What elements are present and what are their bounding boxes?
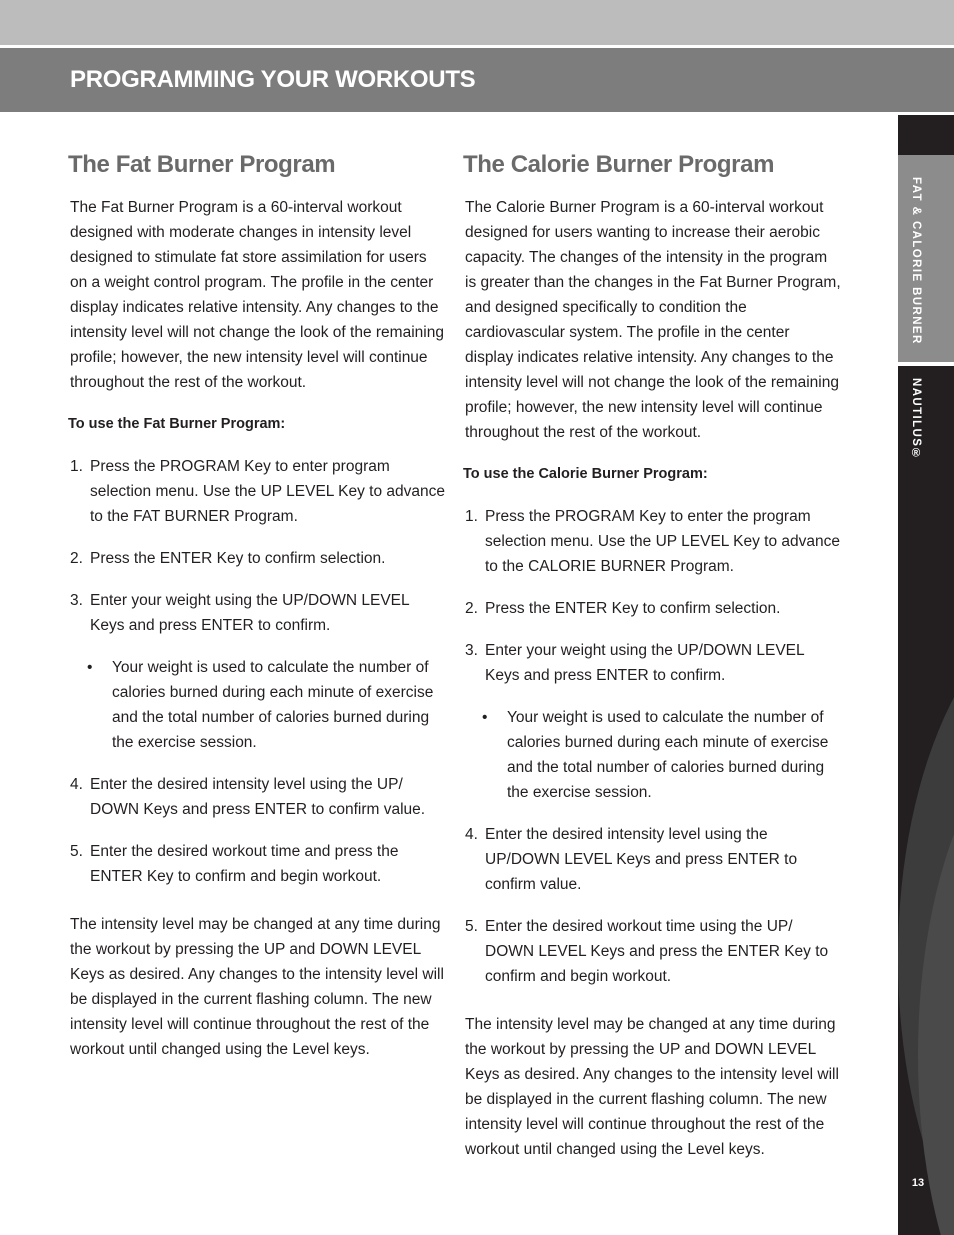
chapter-sidebar <box>898 115 954 1235</box>
sidebar-tab-brand <box>898 366 954 676</box>
calorie-burner-intro: The Calorie Burner Program is a 60-interval workout designed for users wanting to increase their aerobic capacity. The changes of the intensity in the program is greater than the changes in the Fat Burner Program, and designed specifically to condition the cardiovascular system. The profile in the center display indicates relative intensity. Any changes to the intensity level will not change the look of the remaining profile; however, the new intensity level will continue throughout the rest of the workout. <box>465 199 841 441</box>
sidebar-brand-label: NAUTILUS® <box>910 378 922 461</box>
step-item <box>68 839 446 889</box>
fat-burner-heading: The Fat Burner Program <box>68 151 336 178</box>
step-number: 2. <box>465 600 478 617</box>
step-number: 1. <box>465 508 478 525</box>
calorie-burner-heading: The Calorie Burner Program <box>463 151 775 178</box>
bullet-text: Your weight is used to calculate the number of calories burned during each minute of exercise and the total number of calories burned during the exercise session. <box>112 659 434 751</box>
step-number: 3. <box>465 642 478 659</box>
step-text: Press the PROGRAM Key to enter the program selection menu. Use the UP LEVEL Key to advance to the CALORIE BURNER Program. <box>485 508 840 575</box>
step-item <box>463 822 841 897</box>
step-text: Enter the desired workout time using the UP/ DOWN LEVEL Keys and press the ENTER Key to confirm and begin workout. <box>485 918 829 985</box>
step-item <box>463 638 841 688</box>
bullet-item <box>68 655 446 755</box>
page-number: 13 <box>911 1177 925 1189</box>
bullet-item <box>463 705 841 805</box>
step-item <box>463 914 841 989</box>
step-number: 5. <box>70 843 83 860</box>
bullet-text: Your weight is used to calculate the number of calories burned during each minute of exercise and the total number of calories burned during the exercise session. <box>507 709 829 801</box>
calorie-burner-closing: The intensity level may be changed at any time during the workout by pressing the UP and DOWN LEVEL Keys as desired. Any changes to the intensity level will be displayed in the current flashing column. The new intensity level will continue throughout the rest of the workout until changed using the Level keys. <box>465 1016 839 1158</box>
step-text: Enter your weight using the UP/DOWN LEVEL Keys and press ENTER to confirm. <box>485 642 805 684</box>
step-item <box>463 596 841 621</box>
sidebar-tab-label: FAT & CALORIE BURNER <box>910 177 922 345</box>
step-text: Enter the desired workout time and press the ENTER Key to confirm and begin workout. <box>90 843 399 885</box>
fat-burner-closing: The intensity level may be changed at any time during the workout by pressing the UP and DOWN LEVEL Keys as desired. Any changes to the intensity level will be displayed in the current flashing column. The new intensity level will continue throughout the rest of the workout until changed using the Level keys. <box>70 916 444 1058</box>
bullet-mark: • <box>87 659 93 676</box>
step-item <box>68 772 446 822</box>
step-item <box>68 588 446 638</box>
step-text: Enter the desired intensity level using the UP/ DOWN Keys and press ENTER to confirm value. <box>90 776 426 818</box>
step-item <box>68 454 446 529</box>
fat-burner-subhead: To use the Fat Burner Program: <box>68 416 286 432</box>
bullet-mark: • <box>482 709 488 726</box>
calorie-burner-subhead: To use the Calorie Burner Program: <box>463 466 708 482</box>
section-title: PROGRAMMING YOUR WORKOUTS <box>70 66 476 93</box>
step-number: 2. <box>70 550 83 567</box>
left-column <box>68 150 446 1062</box>
step-number: 5. <box>465 918 478 935</box>
step-number: 4. <box>465 826 478 843</box>
top-gray-strip <box>0 0 954 45</box>
step-item <box>68 546 446 571</box>
step-number: 1. <box>70 458 83 475</box>
step-text: Press the ENTER Key to confirm selection. <box>485 600 781 617</box>
step-number: 4. <box>70 776 83 793</box>
step-text: Enter the desired intensity level using the UP/DOWN LEVEL Keys and press ENTER to confirm value. <box>485 826 798 893</box>
step-item <box>463 504 841 579</box>
right-column <box>463 150 841 1162</box>
step-number: 3. <box>70 592 83 609</box>
step-text: Press the ENTER Key to confirm selection. <box>90 550 386 567</box>
sidebar-tab-active <box>898 155 954 362</box>
step-text: Press the PROGRAM Key to enter program selection menu. Use the UP LEVEL Key to advance to the FAT BURNER Program. <box>90 458 445 525</box>
step-text: Enter your weight using the UP/DOWN LEVEL Keys and press ENTER to confirm. <box>90 592 410 634</box>
fat-burner-intro: The Fat Burner Program is a 60-interval workout designed with moderate changes in intensity level designed to stimulate fat store assimilation for users on a weight control program. The profile in the center display indicates relative intensity. Any changes to the intensity level will not change the look of the remaining profile; however, the new intensity level will continue throughout the rest of the workout. <box>70 199 444 391</box>
